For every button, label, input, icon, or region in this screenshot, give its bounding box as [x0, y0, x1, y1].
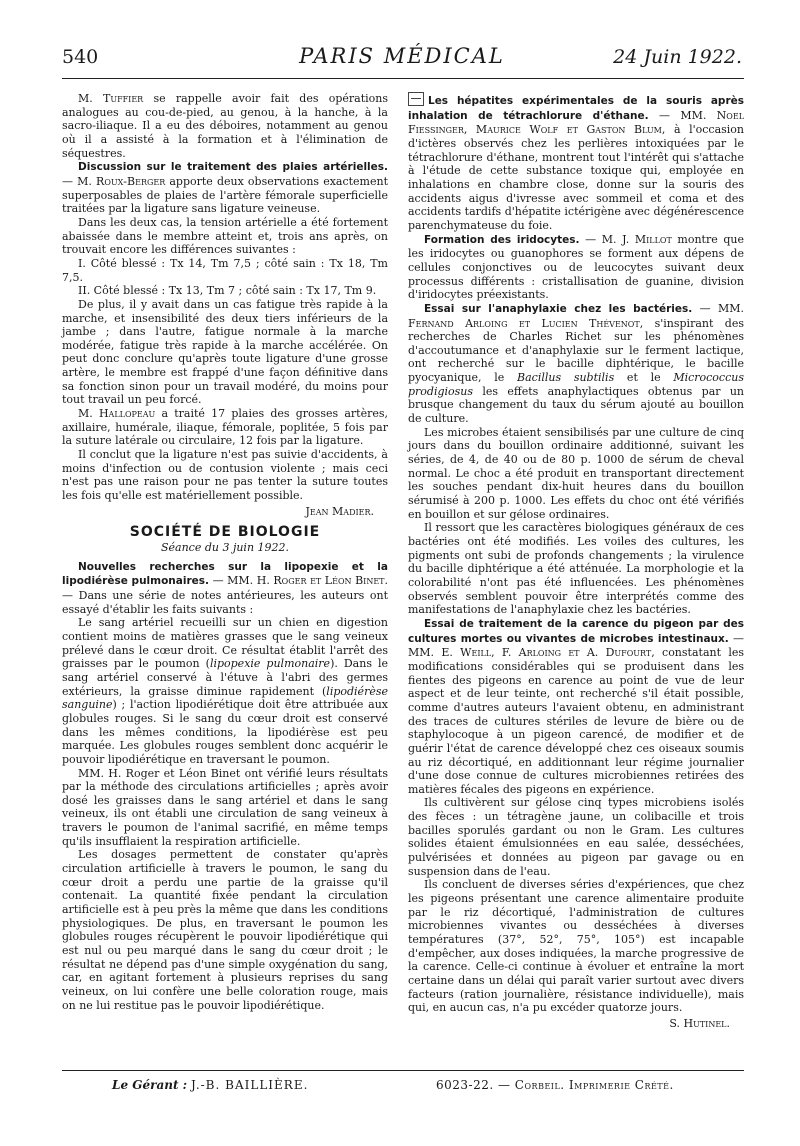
paragraph: M. Hallopeau a traité 17 plaies des grosses artères, axillaire, humérale, iliaque, fémorale, poplitée, 5 fois par la suture latérale ou circulaire, 12 fois par la ligature. [62, 407, 388, 448]
section-heading: Discussion sur le traitement des plaies artérielles. [78, 161, 388, 174]
author-name: MM. Noel Fiessinger, Maurice Wolf et Gaston Blum [408, 108, 745, 137]
author-name: M. Roux-Berger [77, 174, 166, 188]
section-heading: Essai de traitement de la carence du pigeon par des cultures mortes ou vivantes de microbes intestinaux. [408, 617, 744, 645]
paragraph: Ils concluent de diverses séries d'expériences, que chez les pigeons présentant une carence alimentaire produite par le riz décortiqué, l'administration de cultures microbiennes vivantes ou desséchées à diverses températures (37°, 52°, 75°, 105°) est incapable d'empêcher, aux doses indiquées, la marche progressive de la carence. Celle-ci continue à évoluer et entraîne la mort certaine dans un délai qui paraît varier surtout avec divers facteurs (ration journalière, résistance individuelle), mais qui, en aucun cas, n'a pu excéder quatorze jours. [408, 878, 744, 1015]
left-column [62, 92, 388, 1012]
paragraph: Le sang artériel recueilli sur un chien en digestion contient moins de matières grasses que le sang veineux prélevé dans le cœur droit. Ce résultat établit l'arrêt des graisses par le poumon (lipopexie pulmonaire). Dans le sang artériel conservé à l'étuve à l'abri des germes extérieurs, la graisse diminue rapidement (lipodiérèse sanguine) ; l'action lipodiérétique doit être attribuée aux globules rouges. Si le sang du cœur droit est conservé dans les mêmes conditions, la lipodiérèse est peu marquée. Les globules rouges semblent donc acquérir le pouvoir lipodiérétique en traversant le poumon. [62, 616, 389, 766]
paragraph: Discussion sur le traitement des plaies artérielles. — M. Roux-Berger apporte deux observations exactement superposables de plaies de l'artère fémorale superficielle traitées par la ligature sans ligature veineuse. [62, 161, 389, 216]
author-name: MM. H. Roger et Léon Binet [227, 574, 385, 588]
issue-date: 24 Juin 1922. [613, 46, 742, 68]
paragraph: Il ressort que les caractères biologiques généraux de ces bactéries ont été modifiés. Les voiles des cultures, les pigments ont subi de profonds changements ; la virulence du bacille diphtérique a été atténuée. La morphologie et la colorabilité n'ont pas été influencées. Les phénomènes observés semblent pouvoir être interprétés comme des manifestations de l'anaphylaxie chez les bactéries. [408, 521, 744, 617]
author-name: MM. E. Weill, F. Arloing et A. Dufourt [408, 646, 652, 660]
paragraph: Nouvelles recherches sur la lipopexie et la lipodiérèse pulmonaires. — MM. H. Roger et Léon Binet. — Dans une série de notes antérieures, les auteurs ont essayé d'établir les faits suivants : [62, 560, 388, 616]
author-name: MM. Fernand Arloing et Lucien Thévenot [408, 301, 744, 330]
paragraph: Essai de traitement de la carence du pigeon par des cultures mortes ou vivantes de microbes intestinaux. — MM. E. Weill, F. Arloing et A. Dufourt, constatant les modifications considérables qui se produisent dans les fientes des pigeons en carence au point de vue de leur aspect et de leur teinte, ont recherché s'il était possible, comme d'autres auteurs l'avaient obtenu, en administrant des traces de cultures stériles de levure de bière ou de staphylocoque à un pigeon carencé, de modifier et de guérir l'état de carence développé chez ces oiseaux soumis au riz décortiqué, en additionnant leur régime journalier d'une dose connue de cultures microbiennes retirées des matières fécales des pigeons en expérience. [408, 617, 744, 796]
paragraph: Dans les deux cas, la tension artérielle a été fortement abaissée dans le membre atteint et, trois ans après, on trouvait encore les différences suivantes : [62, 215, 388, 257]
paragraph: II. Côté blessé : Tx 13, Tm 7 ; côté sain : Tx 17, Tm 9. [78, 284, 377, 298]
paragraph: Les microbes étaient sensibilisés par une culture de cinq jours dans du bouillon ordinaire additionné, suivant les séries, de 4, de 40 ou de 80 p. 1000 de sérum de cheval normal. Le choc a été produit en transportant directement les souches pendant dix-huit heures dans du bouillon sérumisé à 200 p. 1000. Les effets du choc ont été vérifiés en bouillon et sur gélose ordinaires. [408, 425, 744, 521]
footer-rule [62, 1070, 744, 1071]
printer-line: 6023-22. — Corbeil. Imprimerie Crété. [436, 1078, 674, 1092]
signature: Jean Madier. [305, 504, 374, 518]
session-date: Séance du 3 juin 1922. [160, 541, 290, 554]
section-heading: Essai sur l'anaphylaxie chez les bactéries. [424, 302, 693, 315]
section-heading: Les hépatites expérimentales de la souris après inhalation de tétrachlorure d'éthane. [408, 95, 744, 122]
page-header [62, 42, 742, 76]
author-name: M. Tuffier [78, 92, 144, 105]
right-column [408, 92, 744, 1037]
journal-title: PARIS MÉDICAL [299, 44, 505, 68]
paragraph: Essai sur l'anaphylaxie chez les bactéries. — MM. Fernand Arloing et Lucien Thévenot, s'inspirant des recherches de Charles Richet sur les phénomènes d'accoutumance et d'anaphylaxie sur le ferment lactique, ont recherché sur le bacille diphtérique, le bacille pyocyanique, le Bacillus subtilis et le Micrococcus prodigiosus les effets anaphylactiques obtenus par un brusque changement du taux du sérum ajouté au bouillon de culture. [408, 301, 744, 426]
section-heading: Nouvelles recherches sur la lipopexie et la lipodiérèse pulmonaires. [62, 560, 388, 588]
manicule-icon [408, 92, 424, 106]
paragraph: Les dosages permettent de constater qu'après circulation artificielle à travers le poumon, le sang du cœur droit a perdu une partie de la graisse qu'il contenait. La quantité fixée pendant la circulation artificielle est à peu près la même que dans les conditions physiologiques. De plus, en traversant le poumon les globules rouges récupèrent le pouvoir lipodiérétique qui est nul ou peu marqué dans le sang du cœur droit ; le résultat ne dépend pas d'une simple oxygénation du sang, car, en agitant fortement à plusieurs reprises du sang veineux, on lui confère une belle coloration rouge, mais on ne lui restitue pas le pouvoir lipodiérétique. [62, 848, 388, 1012]
paragraph: Il conclut que la ligature n'est pas suivie d'accidents, à moins d'infection ou de contusion violente ; mais ceci n'est pas une raison pour ne pas tenter la suture toutes les fois qu'elle est matériellement possible. [62, 448, 388, 503]
paragraph: M. Tuffier se rappelle avoir fait des opérations analogues au cou-de-pied, au genou, à la hanche, à la sacro-iliaque. Il a eu des déboires, notamment au genou où il a assisté à la formation et à l'élimination de séquestres. [62, 92, 388, 160]
paragraph: De plus, il y avait dans un cas fatigue très rapide à la marche, et insensibilité des deux tiers inférieurs de la jambe ; dans l'autre, fatigue normale à la marche modérée, fatigue très rapide à la marche accélérée. On peut donc conclure qu'après toute ligature d'une grosse artère, le membre est frappé d'une façon définitive dans sa fonction sinon pour un travail modéré, du moins pour tout travail un peu forcé. [62, 297, 388, 407]
section-heading: Formation des iridocytes. [424, 233, 580, 246]
author-name: M. J. Millot [601, 232, 672, 246]
paragraph: MM. H. Roger et Léon Binet ont vérifié leurs résultats par la méthode des circulations artificielles ; après avoir dosé les graisses dans le sang artériel et dans le sang veineux, ils ont établi une circulation de sang veineux à travers le poumon de l'animal sacrifié, en même temps qu'ils insufflaient la respiration artificielle. [62, 766, 388, 848]
society-title: SOCIÉTÉ DE BIOLOGIE [129, 524, 321, 541]
paragraph: I. Côté blessé : Tx 14, Tm 7,5 ; côté sain : Tx 18, Tm 7,5. [62, 256, 388, 284]
paragraph: Les hépatites expérimentales de la souris après inhalation de tétrachlorure d'éthane. — MM. Noel Fiessinger, Maurice Wolf et Gaston Blum, à l'occasion d'ictères observés chez les perlières intoxiquées par le tétrachlorure d'éthane, montrent tout l'intérêt qui s'attache à l'étude de cette substance toxique qui, employée en inhalations en chambre close, donne sur la souris des accidents aigus d'ivresse avec sommeil et coma et des accidents tardifs d'hépatite ictérigène avec dégénérescence parenchymateuse du foie. [408, 92, 744, 233]
header-rule [62, 78, 744, 79]
publisher-line: Le Gérant : J.-B. BAILLIÈRE. [112, 1078, 309, 1092]
page-number: 540 [62, 46, 99, 68]
author-name: M. Hallopeau [78, 407, 156, 421]
paragraph: Formation des iridocytes. — M. J. Millot montre que les iridocytes ou guanophores se forment aux dépens de cellules conjonctives ou de leucocytes suivant deux processus différents : cristallisation de guanine, division d'iridocytes préexistants. [408, 232, 744, 302]
signature: S. Hutinel. [669, 1016, 730, 1030]
paragraph: Ils cultivèrent sur gélose cinq types microbiens isolés des fèces : un tétragène jaune, un colibacille et trois bacilles sporulés gardant ou non le Gram. Les cultures solides étaient émulsionnées en eau salée, desséchées, pulvérisées et données au pigeon par gavage ou en suspension dans de l'eau. [408, 796, 744, 878]
